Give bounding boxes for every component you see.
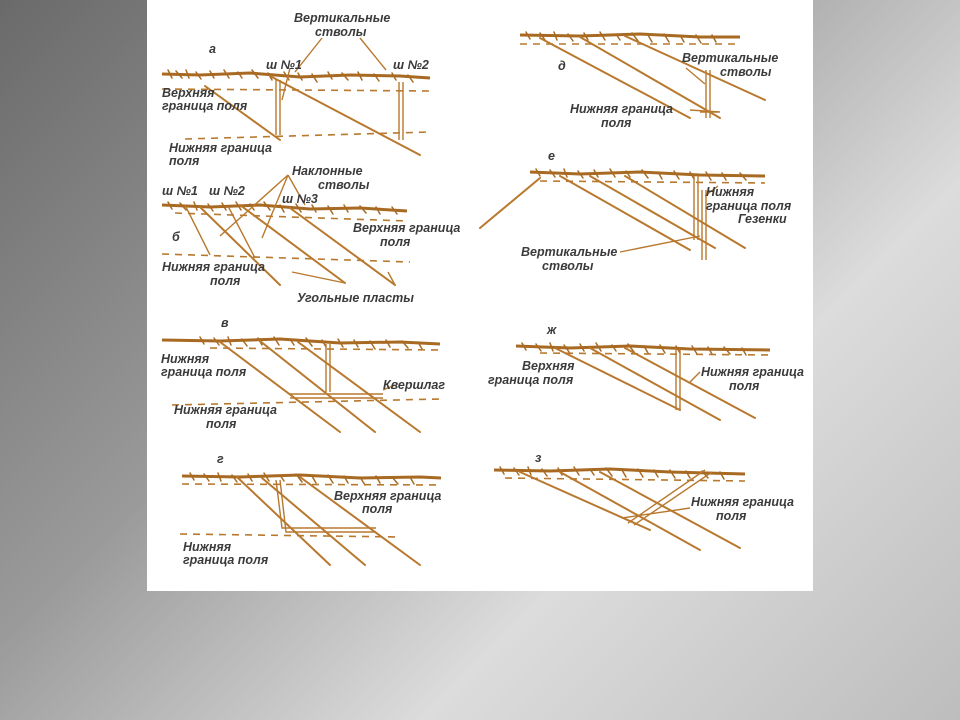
label-coal-seams-b: Угольные пласты [297,291,414,305]
label-upper-boundary-b-1: Верхняя граница [353,221,461,235]
label-lower-boundary-a-1: Нижняя граница [169,141,272,155]
label-lower-boundary-zh-2: поля [729,379,760,393]
label-upper-boundary-zh-2: граница поля [488,373,574,387]
label-shaft-1-a: ш №1 [266,58,302,72]
panel-letter-a: а [209,42,216,56]
label-lower-boundary-b-1: Нижняя граница [162,260,265,274]
label-shaft-2-a: ш №2 [393,58,429,72]
label-lower-boundary-zh-1: Нижняя граница [701,365,804,379]
label-shaft-3-b: ш №3 [282,192,318,206]
label-lower-boundary-d-2: поля [601,116,632,130]
label-upper-boundary-g-2: поля [362,502,393,516]
label-shaft-1-b: ш №1 [162,184,198,198]
panel-letter-e: е [548,149,555,163]
label-lower-boundary-v-4: поля [206,417,237,431]
label-lower-boundary-v-2: граница поля [161,365,247,379]
label-lower-boundary-v-3: Нижняя граница [174,403,277,417]
label-shaft-2-b: ш №2 [209,184,245,198]
label-lower-boundary-b-2: поля [210,274,241,288]
label-lower-boundary-g-2: граница поля [183,553,269,567]
label-upper-boundary-a-1: Верхняя [162,86,215,100]
panel-letter-g: г [217,452,224,466]
label-upper-boundary-a-2: граница поля [162,99,248,113]
panel-letter-v: в [221,316,229,330]
panel-letter-z: з [535,451,542,465]
label-lower-boundary-d-1: Нижняя граница [570,102,673,116]
label-lower-boundary-e-1: Нижняя [706,185,755,199]
label-vertical-shafts-a-1: Вертикальные [294,11,391,25]
label-lower-boundary-a-2: поля [169,154,200,168]
label-upper-boundary-b-2: поля [380,235,411,249]
label-vertical-shafts-d-2: стволы [720,65,772,79]
label-vertical-shafts-e-1: Вертикальные [521,245,618,259]
label-lower-boundary-z-2: поля [716,509,747,523]
label-upper-boundary-g-1: Верхняя граница [334,489,442,503]
label-vertical-shafts-a-2: стволы [315,25,367,39]
label-lower-boundary-g-1: Нижняя [183,540,232,554]
label-vertical-shafts-e-2: стволы [542,259,594,273]
label-vertical-shafts-d-1: Вертикальные [682,51,779,65]
label-lower-boundary-e-2: граница поля [706,199,792,213]
panel-letter-d: д [558,59,566,73]
label-winzes-e: Гезенки [738,212,787,226]
label-lower-boundary-z-1: Нижняя граница [691,495,794,509]
panel-letter-zh: ж [547,323,557,337]
label-inclined-shafts-b-1: Наклонные [292,164,363,178]
label-crosscut-v: Квершлаг [383,378,446,392]
label-lower-boundary-v-1: Нижняя [161,352,210,366]
panel-letter-b: б [172,230,180,244]
label-upper-boundary-zh-1: Верхняя [522,359,575,373]
label-inclined-shafts-b-2: стволы [318,178,370,192]
